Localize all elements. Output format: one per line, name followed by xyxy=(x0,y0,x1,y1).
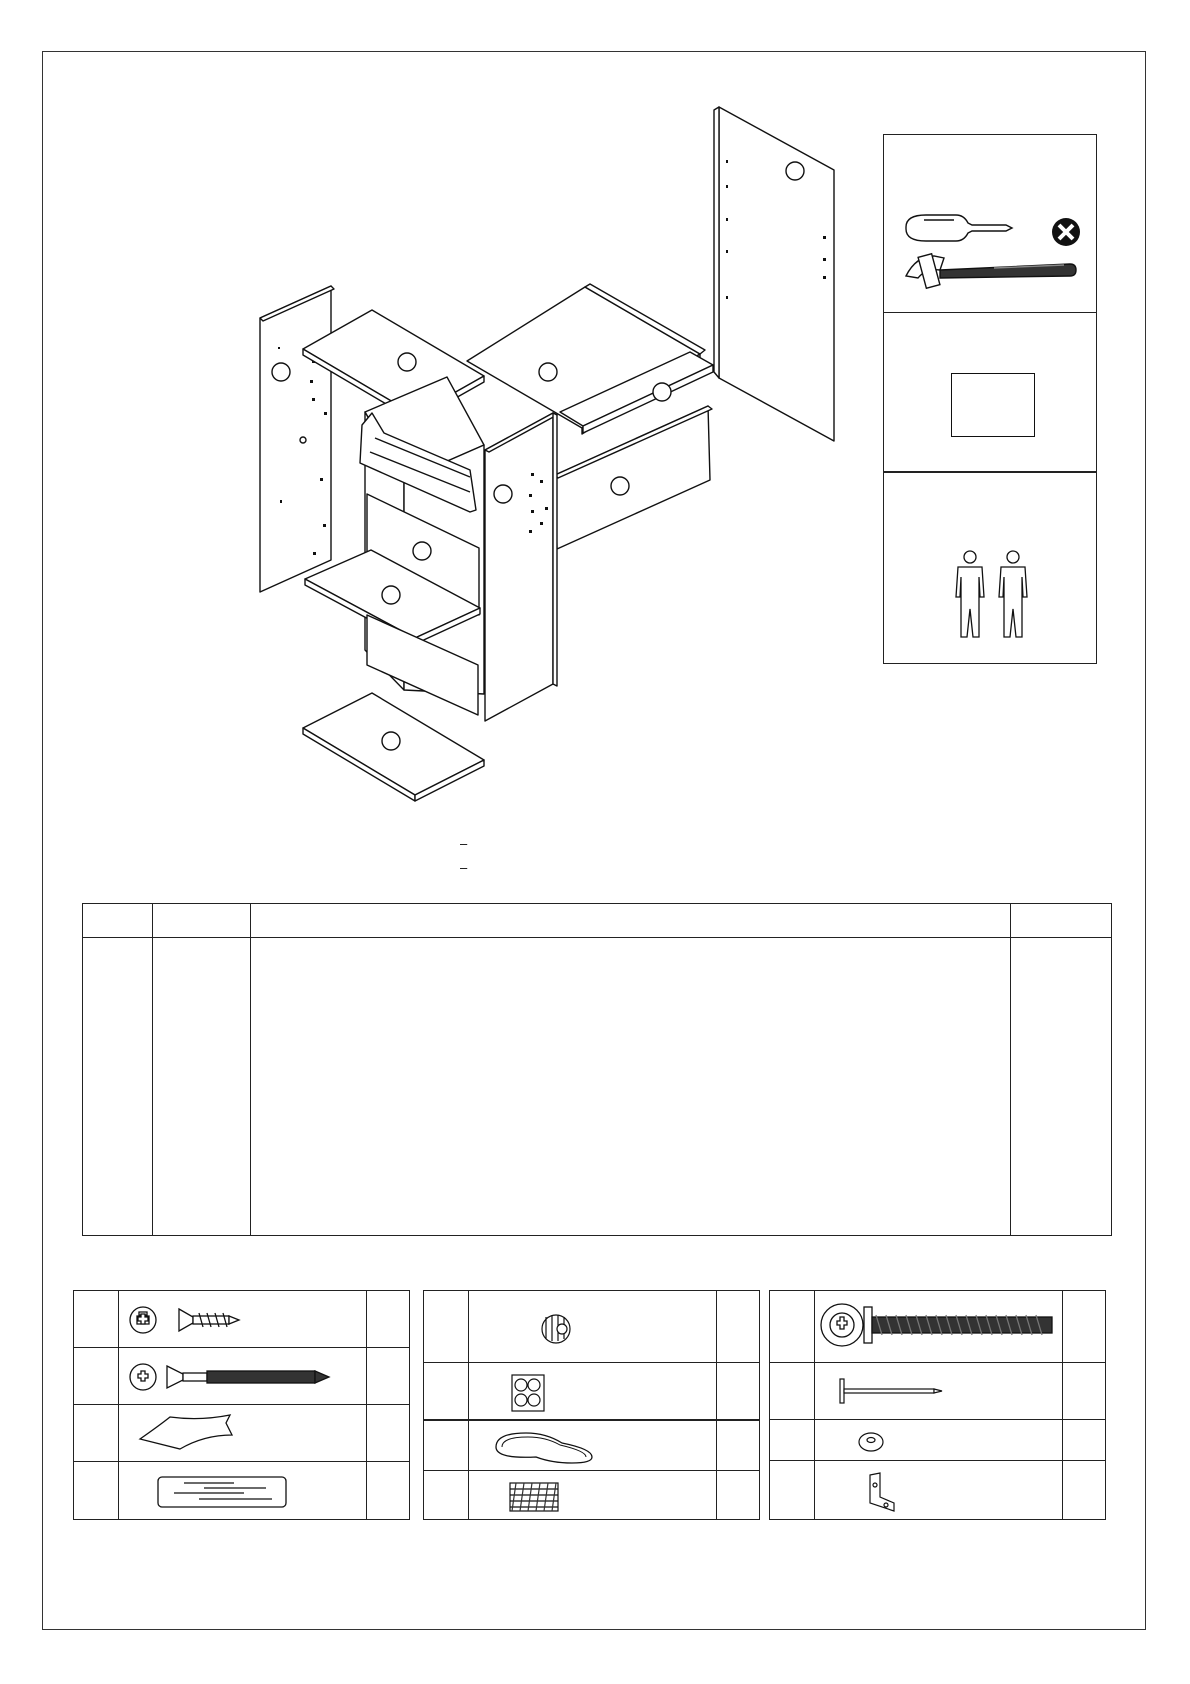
hw3-row-3 xyxy=(770,1420,1105,1461)
elastic-band-icon xyxy=(490,1429,600,1465)
hw1-row-1 xyxy=(74,1291,409,1348)
countersunk-screw-short-icon xyxy=(129,1303,259,1337)
hw2-row-3 xyxy=(424,1421,759,1471)
angle-bracket-icon xyxy=(860,1471,900,1515)
col-divider-1 xyxy=(152,904,153,1235)
glue-sachet-icon xyxy=(134,1413,254,1455)
hw2-row-2 xyxy=(424,1363,759,1421)
right-side-panel xyxy=(714,107,834,441)
col-divider-3 xyxy=(1010,904,1011,1235)
two-people-icon xyxy=(884,473,1096,665)
col-divider-2 xyxy=(250,904,251,1235)
chipboard-screw-icon xyxy=(820,1299,1060,1351)
no-hammer-cross-icon xyxy=(1052,218,1080,246)
hardware-table-1 xyxy=(73,1290,410,1520)
screwdriver-icon xyxy=(906,215,1012,241)
drawer-front-right xyxy=(555,406,712,549)
hammer-icon xyxy=(906,254,1076,289)
floor-protection-cell xyxy=(884,313,1096,473)
hw1-row-2 xyxy=(74,1348,409,1405)
bottom-panel xyxy=(303,693,484,801)
hw1-row-4 xyxy=(74,1462,409,1521)
countersunk-screw-long-icon xyxy=(129,1360,349,1394)
separator-mark-2: – xyxy=(460,860,468,875)
hardware-table-3 xyxy=(769,1290,1106,1520)
parts-table-header xyxy=(83,904,1111,938)
nail-icon xyxy=(838,1377,948,1405)
hw2-row-1 xyxy=(424,1291,759,1363)
hardware-table-2 xyxy=(423,1290,760,1520)
floor-protection-icon xyxy=(951,373,1035,437)
hw3-row-2 xyxy=(770,1363,1105,1420)
washer-icon xyxy=(856,1428,886,1454)
hw3-row-1 xyxy=(770,1291,1105,1363)
two-people-cell xyxy=(884,473,1096,665)
front-right-side-panel xyxy=(485,413,557,721)
left-side-panel xyxy=(260,286,334,592)
felt-pads-icon xyxy=(510,1373,546,1413)
tools-cell xyxy=(884,135,1096,313)
threaded-insert-icon xyxy=(506,1479,566,1515)
parts-list-table xyxy=(82,903,1112,1236)
cam-lock-icon xyxy=(536,1305,576,1349)
separator-mark-1: – xyxy=(460,836,468,851)
hw3-row-4 xyxy=(770,1461,1105,1521)
hw2-row-4 xyxy=(424,1471,759,1521)
hw1-row-3 xyxy=(74,1405,409,1462)
wooden-dowel-icon xyxy=(154,1474,294,1510)
tools-panel xyxy=(883,134,1097,664)
